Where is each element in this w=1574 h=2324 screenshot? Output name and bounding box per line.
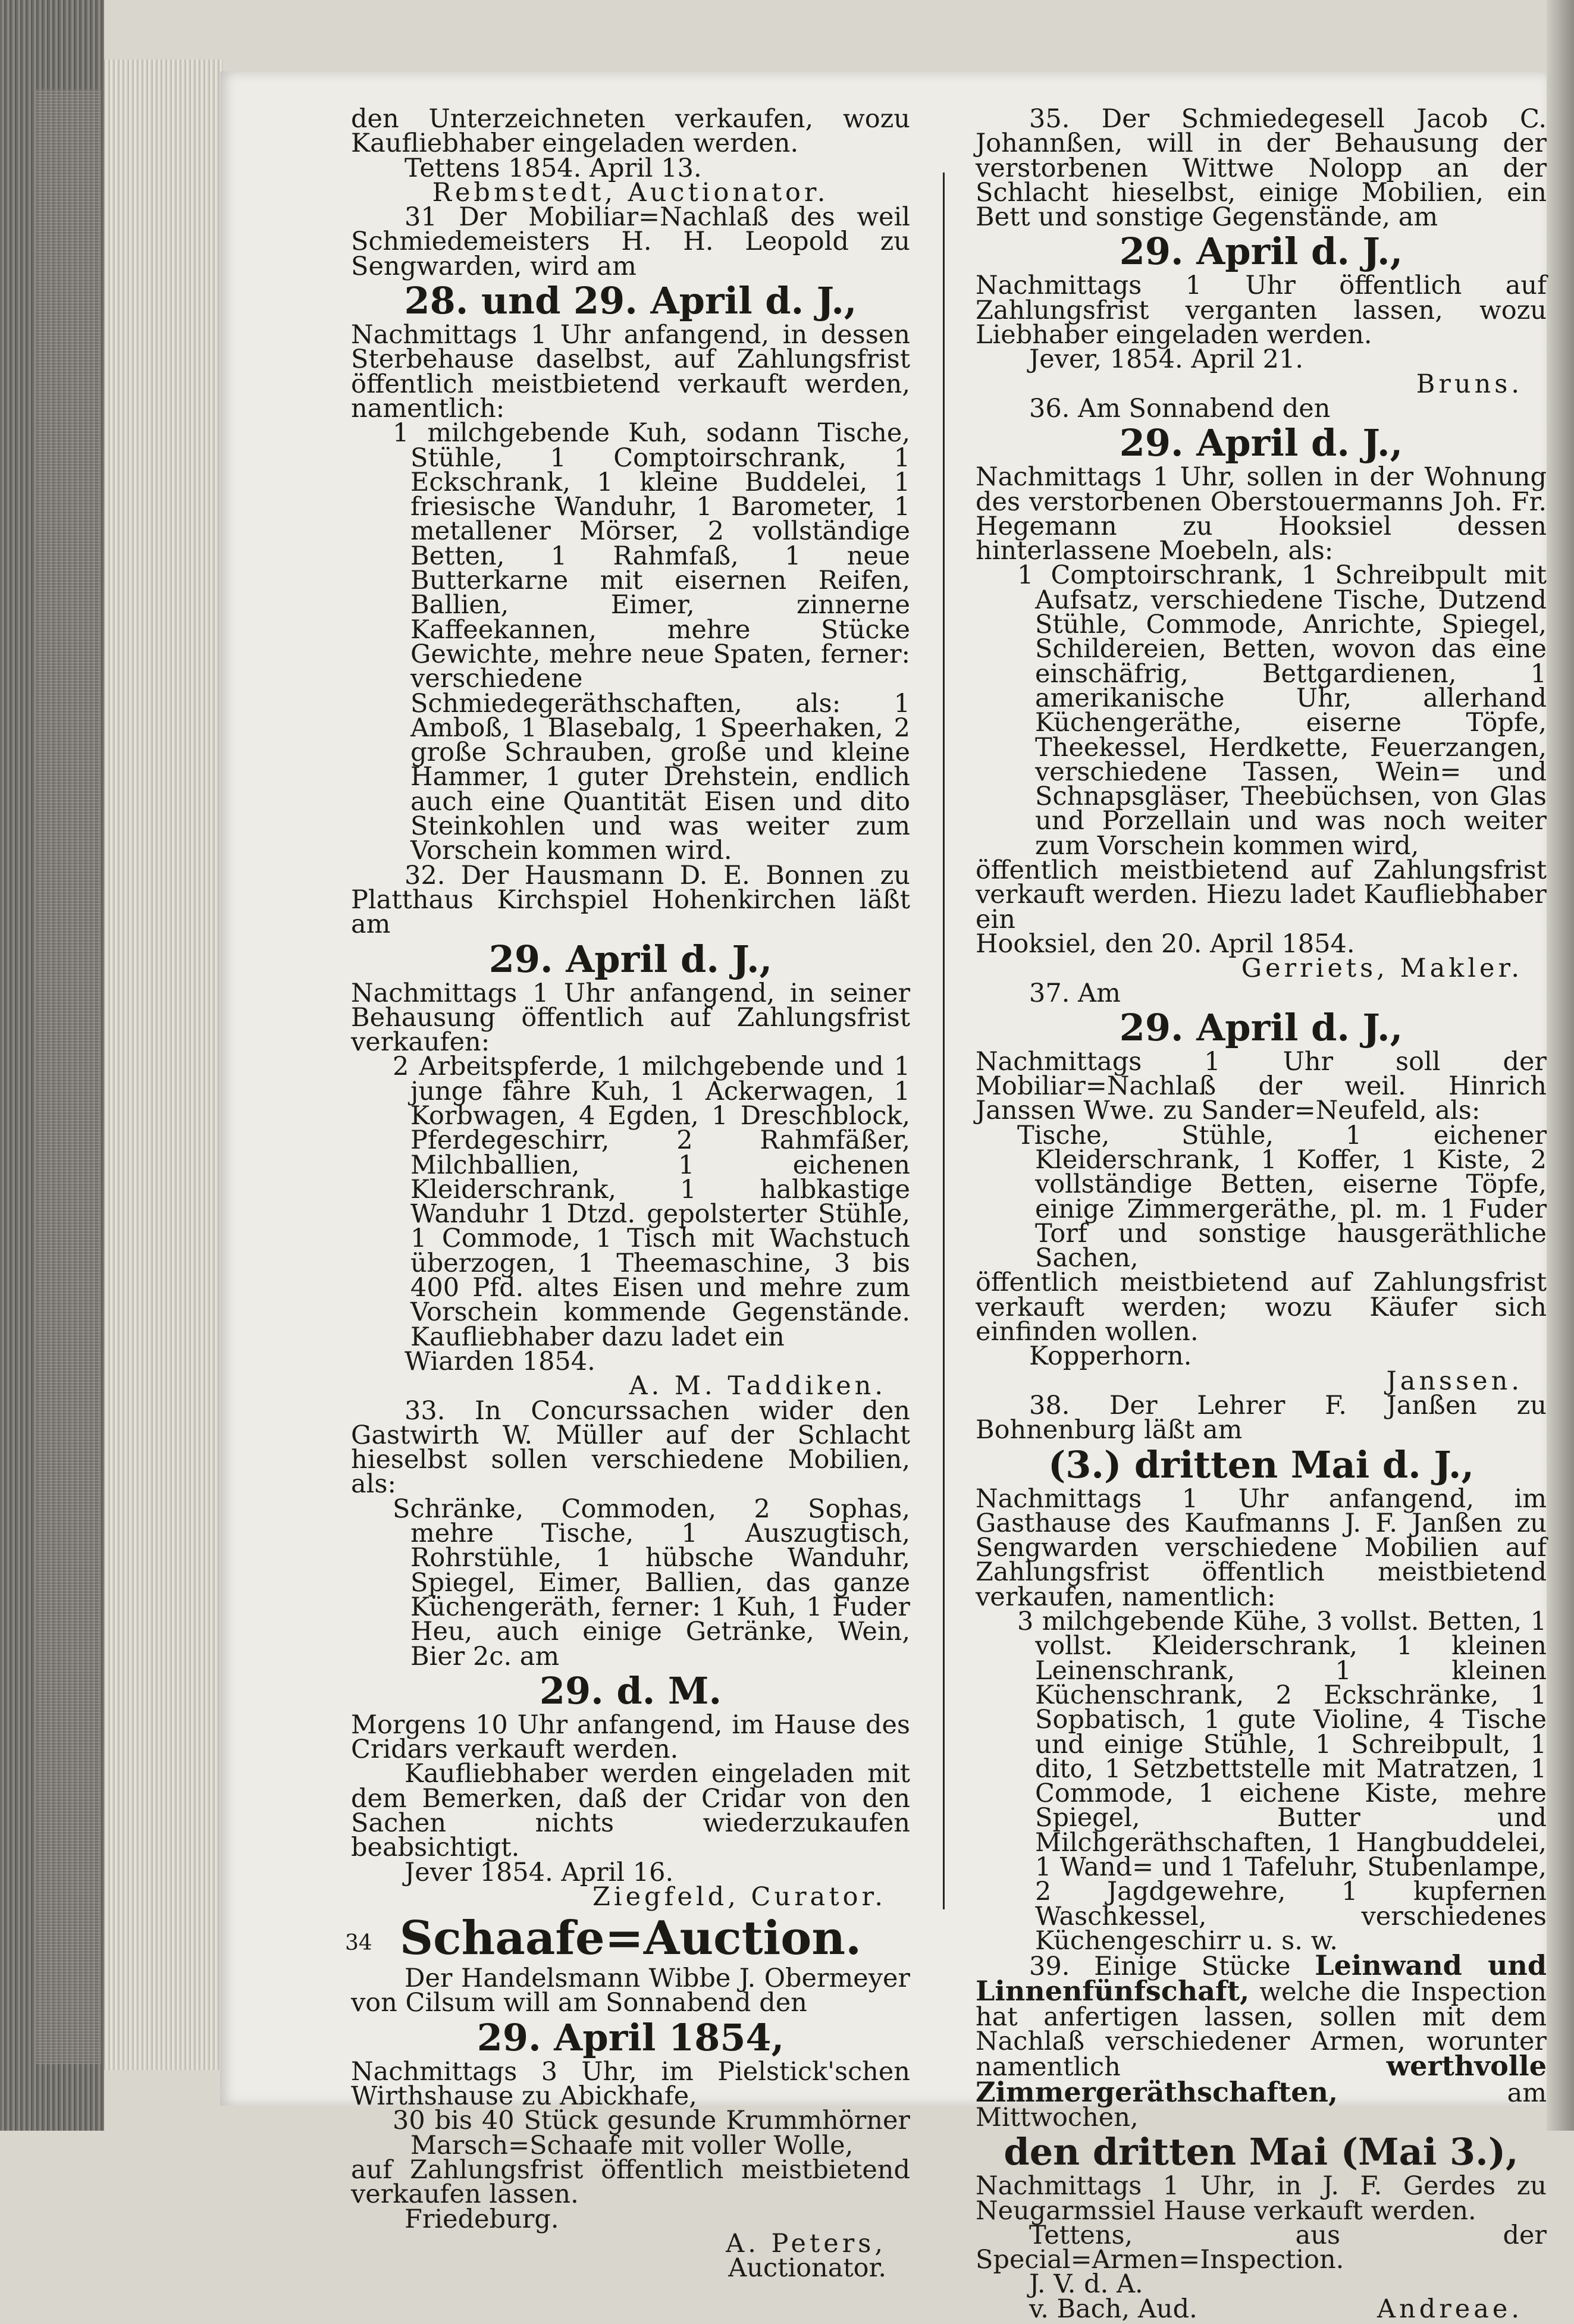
left-column [345, 104, 910, 2284]
notice-39-signature-3: Andreae. [1377, 2294, 1523, 2324]
notice-35-place: Jever, 1854. April 21. [1029, 344, 1304, 375]
notice-37-date: 29. April d. J., [1119, 1005, 1403, 1049]
notice-33-signature: Ziegfeld, Curator. [592, 1881, 886, 1912]
notice-32: 32. Der Hausmann D. E. Bonnen zu Platthaus Kirchspiel Hohenkirchen läßt am [351, 860, 910, 940]
notice-32-text: Nachmittags 1 Uhr anfangend, in seiner Behausung öffentlich auf Zahlungsfrist verkaufen: [351, 978, 910, 1058]
text-l2: Tettens 1854. April 13. [405, 153, 702, 183]
notice-36-text2: öffentlich meistbietend auf Zahlungsfrist verkauft werden. Hiezu ladet Kaufliebhaber ein [976, 855, 1547, 934]
notice-31-list: 1 milchgebende Kuh, sodann Tische, Stühle, 1 Comptoirschrank, 1 Eckschrank, 1 kleine Buddelei, 1 friesische Wanduhr, 1 Barometer, 1 metallener Mörser, 2 vollständige Betten, 1 Rahmfaß, 1 neue Butterkarne mit eisernen Reifen, Ballien, Eimer, zinnerne Kaffeekannen, mehre Stücke Gewichte, mehre neue Spaten, ferner: verschiedene Schmiedegeräthschaften, als: 1 Amboß, 1 Blasebalg, 1 Speerhaken, 2 große Schrauben, große und kleine Hammer, 1 guter Drehstein, endlich auch eine Quantität Eisen und dito Steinkohlen und was weiter zum Vorschein kommen wird. [393, 418, 910, 866]
notice-33-place: Jever 1854. April 16. [405, 1857, 674, 1887]
notice-32-date: 29. April d. J., [488, 937, 773, 981]
notice-36-list: 1 Comptoirschrank, 1 Schreibpult mit Aufsatz, verschiedene Tische, Dutzend Stühle, Commode, Anrichte, Spiegel, Schildereien, Betten, wovon das eine einschäfrig, Bettgardienen, 1 amerikanische Uhr, allerhand Küchengeräthe, eiserne Töpfe, Theekessel, Herdkette, Feuerzangen, verschiedene Tassen, Wein= und Schnapsgläser, Theebüchsen, von Glas und Porzellain und was noch weiter zum Vorschein kommen wird, [1017, 560, 1547, 861]
notice-39-a: 39. Einige Stücke [1029, 1952, 1291, 1982]
notice-39-text: Nachmittags 1 Uhr, in J. F. Gerdes zu Neugarmssiel Hause verkauft werden. [976, 2171, 1547, 2226]
right-column [976, 104, 1547, 2324]
notice-34-list: 30 bis 40 Stück gesunde Krummhörner Marsch=Schaafe mit voller Wolle, [393, 2106, 910, 2160]
notice-38-date: (3.) dritten Mai d. J., [1048, 1442, 1475, 1486]
notice-38: 38. Der Lehrer F. Janßen zu Bohnenburg läßt am [976, 1390, 1547, 1445]
notice-36-signature: Gerriets, Makler. [1241, 954, 1523, 984]
notice-31: 31 Der Mobiliar=Nachlaß des weil Schmiedemeisters H. H. Leopold zu Sengwarden, wird am [351, 202, 910, 281]
notice-33-text2: Kaufliebhaber werden eingeladen mit dem Bemerken, daß der Cridar von den Sachen nichts wiederzukaufen beabsichtigt. [351, 1759, 910, 1863]
notice-33-text: Morgens 10 Uhr anfangend, im Hause des Cridars verkauft werden. [351, 1710, 910, 1765]
notice-39 [976, 1949, 1547, 2132]
notice-36: 36. Am Sonnabend den [1029, 393, 1331, 424]
notice-34-signature-title: Auctionator. [728, 2253, 886, 2284]
notice-38-list: 3 milchgebende Kühe, 3 vollst. Betten, 1 vollst. Kleiderschrank, 1 kleinen Leinenschrank, 1 kleinen Küchenschrank, 2 Eckschränke, 1 Sopbatisch, 1 gute Violine, 4 Tische und einige Stühle, 1 Schreibpult, 1 dito, 1 Setzbettstelle mit Matratzen, 1 Commode, 1 eichene Kiste, mehre Spiegel, Butter und Milchgeräthschaften, 1 Hangbuddelei, 1 Wand= und 1 Tafeluhr, Stubenlampe, 2 Jagdgewehre, 1 kupfernen Waschkessel, verschiedenes Küchengeschirr u. s. w. [1017, 1607, 1547, 1956]
notice-34-signature: A. Peters, [726, 2228, 886, 2259]
notice-39-signature-1: J. V. d. A. [1029, 2269, 1143, 2300]
notice-37-text2: öffentlich meistbietend auf Zahlungsfrist verkauft werden; wozu Käufer sich einfinden wollen. [976, 1268, 1547, 1347]
notice-34-text2: auf Zahlungsfrist öffentlich meistbietend verkaufen lassen. [351, 2154, 910, 2210]
notice-35-text: Nachmittags 1 Uhr öffentlich auf Zahlungsfrist verganten lassen, wozu Liebhaber eingeladen werden. [976, 271, 1547, 350]
notice-39-d: werthvolle Zimmergeräthschaften, [976, 2050, 1547, 2108]
notice-37-list: Tische, Stühle, 1 eichener Kleiderschrank, 1 Koffer, 1 Kiste, 2 vollständige Betten, eiserne Töpfe, einige Zimmergeräthe, pl. m. 1 Fuder Torf und sonstige hausgeräthliche Sachen, [1017, 1120, 1547, 1274]
notice-31-date: 28. und 29. April d. J., [404, 279, 857, 323]
notice-33-date: 29. d. M. [539, 1668, 722, 1713]
notice-32-signature: A. M. Taddiken. [629, 1371, 886, 1401]
notice-35-signature: Bruns. [1416, 369, 1523, 399]
notice-36-text: Nachmittags 1 Uhr, sollen in der Wohnung des verstorbenen Oberstouermanns Joh. Fr. Hegemann zu Hooksiel dessen hinterlassene Moebeln, als: [976, 462, 1547, 566]
notice-33: 33. In Concurssachen wider den Gastwirth W. Müller auf der Schlacht hieselbst sollen verschiedene Mobilien, als: [351, 1395, 910, 1500]
notice-34-place: Friedeburg. [405, 2204, 559, 2234]
notice-36-place: Hooksiel, den 20. April 1854. [976, 929, 1355, 959]
notice-39-e: am Mittwochen, [976, 2078, 1547, 2132]
notice-37-signature: Janssen. [1386, 1366, 1523, 1396]
notice-36-date: 29. April d. J., [1119, 421, 1403, 465]
notice-39-signature-2: v. Bach, Aud. [1029, 2294, 1197, 2324]
notice-39-date: den dritten Mai (Mai 3.), [1004, 2130, 1519, 2174]
notice-37-place: Kopperhorn. [1029, 1341, 1192, 1372]
page-stack [104, 59, 223, 2070]
notice-34-heading: Schaafe=Auction. [399, 1911, 862, 1966]
notice-35: 35. Der Schmiedegesell Jacob C. Johannßen, will in der Behausung der verstorbenen Wittwe Nolopp an der Schlacht hieselbst, einige Mobilien, ein Bett und sonstige Gegenstände, am [976, 104, 1547, 233]
notice-39-place: Tettens, aus der Special=Armen=Inspection. [976, 2220, 1547, 2275]
notice-32-place: Wiarden 1854. [405, 1346, 595, 1376]
notice-39-b: Leinwand und Linnenfünfschaft, [976, 1949, 1547, 2008]
notice-31-text: Nachmittags 1 Uhr anfangend, in dessen Sterbehause daselbst, auf Zahlungsfrist öffentlich meistbietend verkauft werden, namentlich: [351, 320, 910, 424]
next-page-edge [1547, 0, 1574, 2131]
notice-37-text: Nachmittags 1 Uhr soll der Mobiliar=Nachlaß der weil. Hinrich Janssen Wwe. zu Sander=Neufeld, als: [976, 1046, 1547, 1126]
column-divider [943, 173, 945, 1909]
notice-37: 37. Am [1029, 978, 1121, 1008]
book-edge [0, 0, 104, 2131]
notice-35-date: 29. April d. J., [1119, 230, 1403, 274]
notice-34-date: 29. April 1854, [476, 2015, 785, 2059]
notice-32-list: 2 Arbeitspferde, 1 milchgebende und 1 junge fähre Kuh, 1 Ackerwagen, 1 Korbwagen, 4 Egden, 1 Dreschblock, Pferdegeschirr, 2 Rahmfäßer, Milchballien, 1 eichenen Kleiderschrank, 1 halbkastige Wanduhr 1 Dtzd. gepolsterter Stühle, 1 Commode, 1 Tisch mit Wachstuch überzogen, 1 Theemaschine, 3 bis 400 Pfd. altes Eisen und mehre zum Vorschein kommende Gegenstände. Kaufliebhaber dazu ladet ein [393, 1052, 910, 1352]
signature-rebmstedt: Rebmstedt, Auctionator. [432, 177, 829, 208]
notice-38-text: Nachmittags 1 Uhr anfangend, im Gasthause des Kaufmanns J. F. Janßen zu Sengwarden verschiedene Mobilien auf Zahlungsfrist öffentlich meistbietend verkaufen, namentlich: [976, 1484, 1547, 1612]
notice-39-c: welche die Inspection hat anfertigen lassen, sollen mit dem Nachlaß verschiedener Armen, worunter namentlich [976, 1977, 1547, 2082]
notice-34-text: Nachmittags 3 Uhr, im Pielstick'schen Wirthshause zu Abickhafe, [351, 2056, 910, 2112]
text-l1: den Unterzeichneten verkaufen, wozu Kaufliebhaber eingeladen werden. [351, 104, 910, 159]
notice-33-list: Schränke, Commoden, 2 Sophas, mehre Tische, 1 Auszugtisch, Rohrstühle, 1 hübsche Wanduhr, Spiegel, Eimer, Ballien, das ganze Küchengeräth, ferner: 1 Kuh, 1 Fuder Heu, auch einige Getränke, Wein, Bier 2c. am [393, 1494, 910, 1671]
notice-34: Der Handelsmann Wibbe J. Obermeyer von Cilsum will am Sonnabend den [351, 1964, 910, 2018]
notice-34-number: 34 [345, 1931, 372, 1956]
